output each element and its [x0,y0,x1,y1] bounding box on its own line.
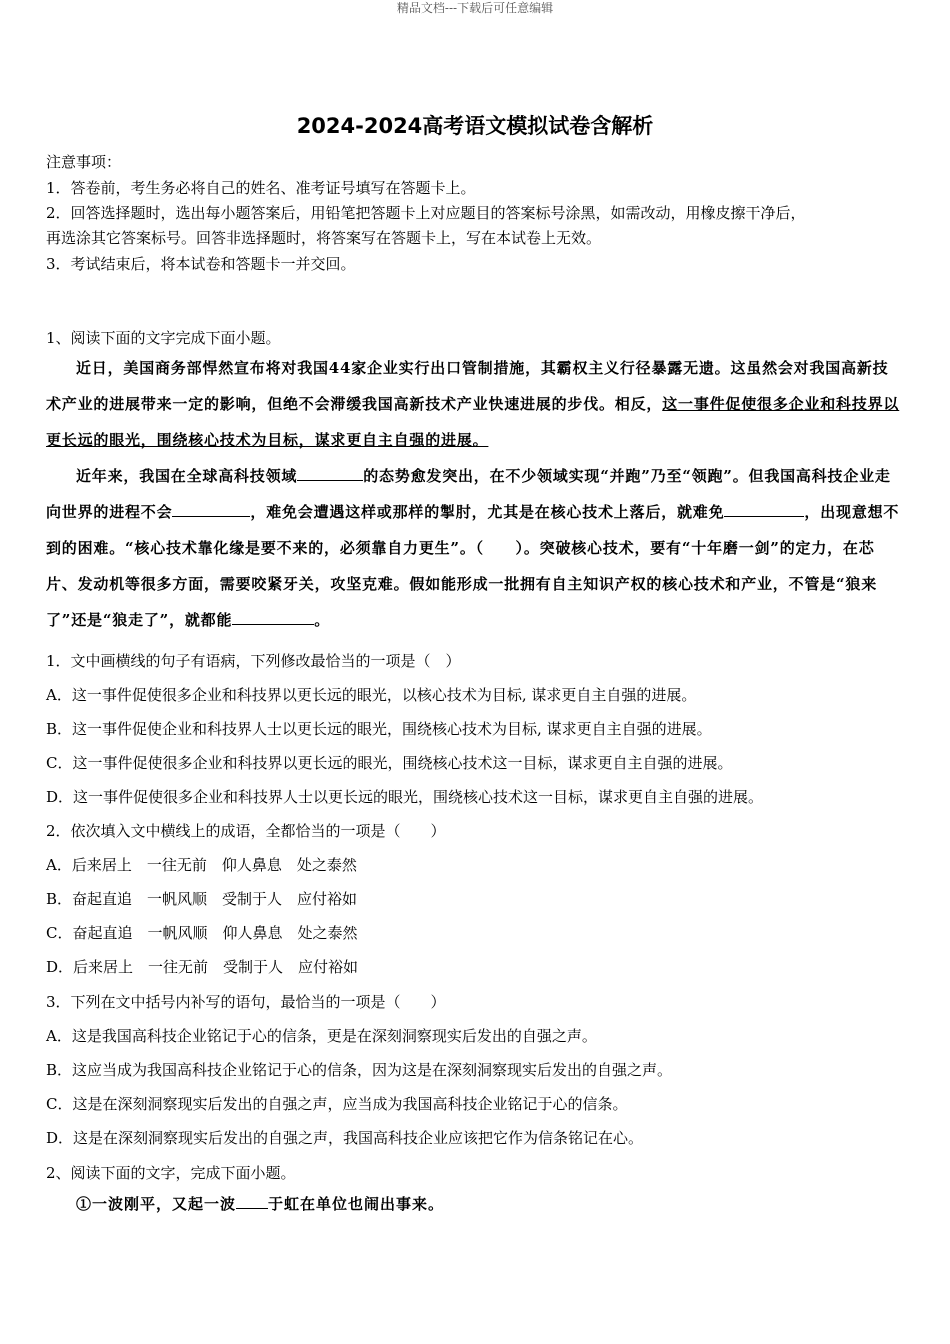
page-title: 2024-2024高考语文模拟试卷含解析 [296,114,654,138]
option-item: A．后来居上 一往无前 仰人鼻息 处之泰然 [46,856,357,874]
underlined-sentence: 这一事件促使很多企业和科技界以更长远的眼光，围绕核心技术为目标，谋求更自主自强的进展。 [46,395,900,449]
notice-item: 3．考试结束后，将本试卷和答题卡一并交回。 [46,255,356,273]
passage-paragraph-2 [46,458,902,638]
passage-text: 。 [314,611,331,629]
option-item: B．奋起直追 一帆风顺 受制于人 应付裕如 [46,890,358,908]
notice-heading: 注意事项： [46,153,122,171]
passage-text: ①一波刚平，又起一波 [76,1195,237,1213]
passage-text: 于虹在单位也闹出事来。 [268,1195,445,1213]
option-item: D．这一事件促使很多企业和科技界人士以更长远的眼光，围绕核心技术这一目标，谋求更自主自强的进展。 [46,788,764,806]
fill-blank-1 [297,466,363,481]
notice-item: 再选涂其它答案标号。回答非选择题时，将答案写在答题卡上，写在本试卷上无效。 [46,229,602,247]
option-item: C．这一事件促使很多企业和科技界以更长远的眼光，围绕核心技术这一目标，谋求更自主自强的进展。 [46,754,733,772]
section1-passage [46,350,902,638]
option-item: C．奋起直追 一帆风顺 仰人鼻息 处之泰然 [46,924,358,942]
fill-blank-3 [724,502,804,517]
option-item: B．这应当成为我国高科技企业铭记于心的信条，因为这是在深刻洞察现实后发出的自强之声。 [46,1061,673,1079]
passage-text: ，难免会遭遇这样或那样的掣肘，尤其是在核心技术上落后，就难免 [250,503,725,521]
option-item: D．后来居上 一往无前 受制于人 应付裕如 [46,958,359,976]
notice-item: 1．答卷前，考生务必将自己的姓名、准考证号填写在答题卡上。 [46,179,476,197]
question-stem: 3．下列在文中括号内补写的语句，最恰当的一项是（ ） [46,993,446,1011]
notice-item: 2．回答选择题时，选出每小题答案后，用铅笔把答题卡上对应题目的答案标号涂黑，如需改动，用橡皮擦干净后， [46,204,806,222]
passage-text: 近年来，我国在全球高科技领域 [76,467,298,485]
option-item: A．这是我国高科技企业铭记于心的信条，更是在深刻洞察现实后发出的自强之声。 [46,1027,597,1045]
section1-intro: 1、阅读下面的文字完成下面小题。 [46,329,281,347]
option-item: D．这是在深刻洞察现实后发出的自强之声，我国高科技企业应该把它作为信条铭记在心。 [46,1129,644,1147]
fill-blank [236,1194,268,1209]
question-stem: 1．文中画横线的句子有语病，下列修改最恰当的一项是（ ） [46,652,461,670]
passage-text: ，出现意想不到的困难。“核心技术靠化缘是要不来的，必须靠自力更生”。（ ）。突破核心技术，要有“十年磨一剑”的定力，在芯片、发动机等很多方面，需要咬紧牙关，攻坚克难。假如能形成一批拥有自主知识产权的核心技术和产业，不管是“狼来了”还是“狼走了”，就都能 [46,503,900,629]
passage-text: 近日，美国商务部悍然宣布将对我国44家企业实行出口管制措施，其霸权主义行径暴露无遗。这虽然会对我国高新技术产业的进展带来一定的影响，但绝不会滞缓我国高新技术产业快速进展的步伐。相反， [46,359,889,413]
fill-blank-2 [172,502,250,517]
section2-intro: 2、阅读下面的文字，完成下面小题。 [46,1164,296,1182]
section2-passage-line [76,1192,444,1216]
option-item: C．这是在深刻洞察现实后发出的自强之声，应当成为我国高科技企业铭记于心的信条。 [46,1095,628,1113]
question-stem: 2．依次填入文中横线上的成语，全都恰当的一项是（ ） [46,822,446,840]
passage-text: 的态势愈发突出，在不少领域实现“并跑”乃至“领跑”。但我国高科技企业走向世界的进程不会 [46,467,891,521]
passage-paragraph-1 [46,350,902,458]
option-item: A．这一事件促使很多企业和科技界以更长远的眼光，以核心技术为目标, 谋求更自主自强的进展。 [46,686,697,704]
fill-blank-4 [232,610,314,625]
option-item: B．这一事件促使企业和科技界人士以更长远的眼光，围绕核心技术为目标, 谋求更自主自强的进展。 [46,720,712,738]
header-note: 精品文档---下载后可任意编辑 [396,1,554,15]
